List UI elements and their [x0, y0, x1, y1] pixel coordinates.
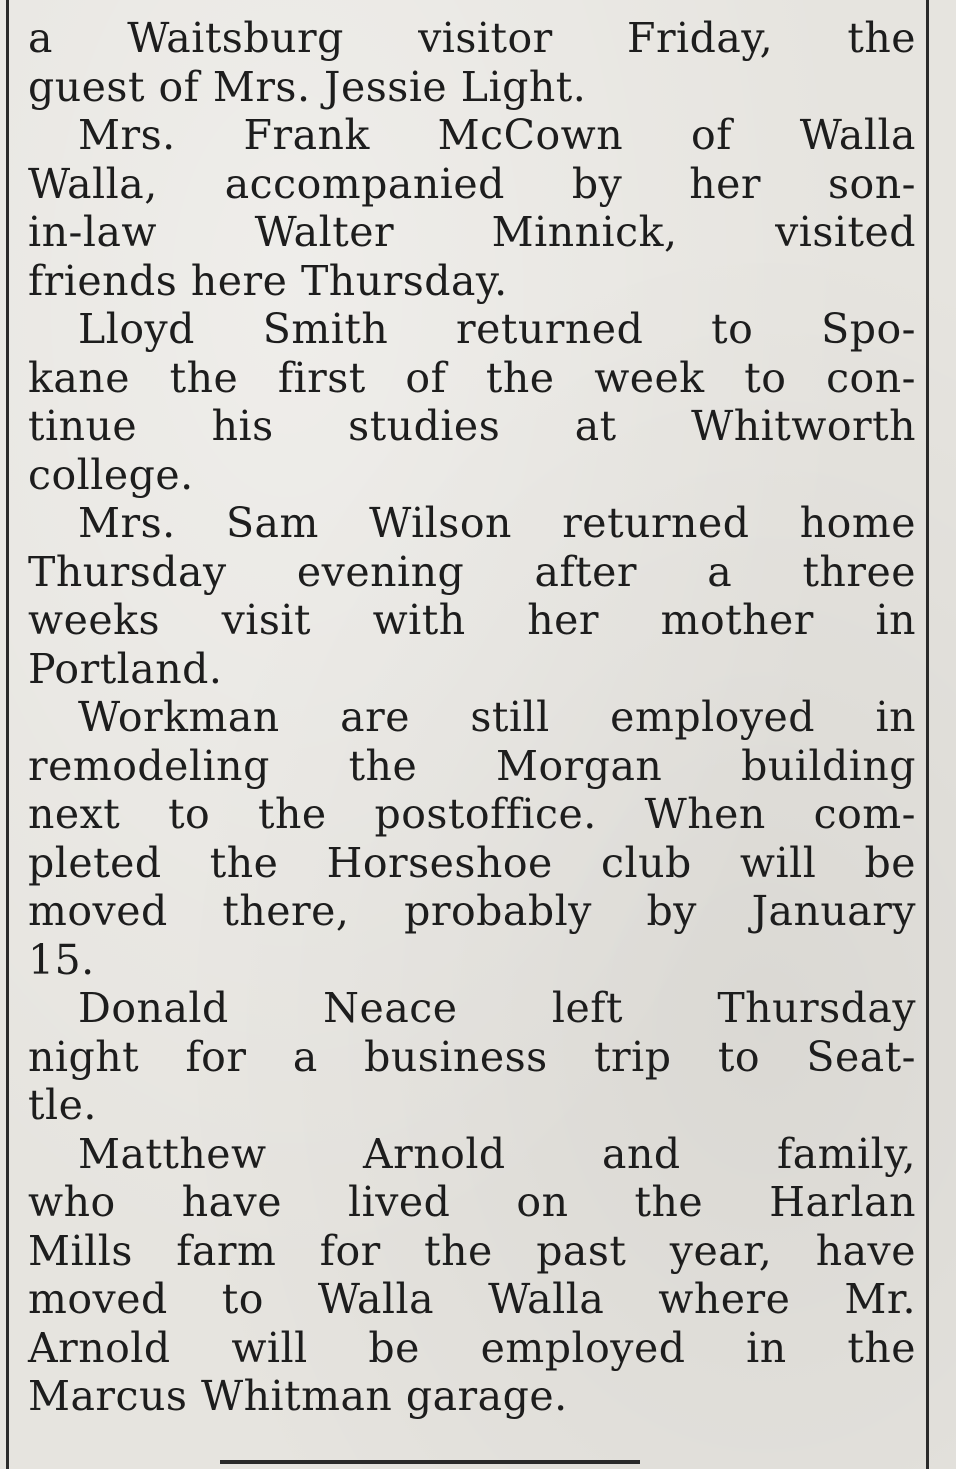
text-line: moved there, probably by January [28, 887, 916, 935]
text-line: remodeling the Morgan building [28, 741, 916, 790]
paragraph [28, 693, 916, 984]
text-line: Marcus Whitman garage. [28, 1372, 568, 1420]
column-rule-left [6, 0, 9, 1469]
text-line: 15. [28, 935, 95, 984]
paragraph [28, 305, 916, 499]
text-line: night for a business trip to Seat- [28, 1032, 916, 1081]
text-line: Mrs. Frank McCown of Walla [78, 111, 916, 159]
text-line: pleted the Horseshoe club will be [28, 838, 916, 887]
text-line: a Waitsburg visitor Friday, the [28, 14, 916, 62]
paragraph [28, 984, 916, 1130]
text-line: friends here Thursday. [28, 256, 508, 305]
paragraph [28, 14, 916, 111]
text-line: Matthew Arnold and family, [78, 1129, 916, 1178]
text-line: college. [28, 450, 194, 499]
paragraph [28, 499, 916, 693]
text-line: Workman are still employed in [78, 693, 916, 741]
text-line: Portland. [28, 644, 223, 693]
column-rule-bottom [220, 1460, 640, 1464]
text-line: Thursday evening after a three [28, 547, 916, 596]
text-line: Walla, accompanied by her son- [28, 159, 916, 208]
text-line: next to the postoffice. When com- [28, 790, 916, 838]
text-line: weeks visit with her mother in [28, 596, 916, 644]
text-line: Arnold will be employed in the [28, 1323, 916, 1372]
text-line: Lloyd Smith returned to Spo- [78, 305, 916, 353]
text-line: moved to Walla Walla where Mr. [28, 1275, 916, 1323]
column-rule-right [926, 0, 929, 1469]
text-line: Donald Neace left Thursday [78, 984, 916, 1032]
paragraph [28, 1130, 916, 1421]
article-column [28, 14, 916, 1421]
text-line: tle. [28, 1081, 97, 1129]
paragraph [28, 111, 916, 305]
text-line: Mills farm for the past year, have [28, 1226, 916, 1275]
text-line: kane the first of the week to con- [28, 353, 916, 402]
text-line: Mrs. Sam Wilson returned home [78, 499, 916, 547]
text-line: guest of Mrs. Jessie Light. [28, 62, 587, 111]
text-line: tinue his studies at Whitworth [28, 402, 916, 450]
text-line: in-law Walter Minnick, visited [28, 208, 916, 256]
text-line: who have lived on the Harlan [28, 1178, 916, 1226]
